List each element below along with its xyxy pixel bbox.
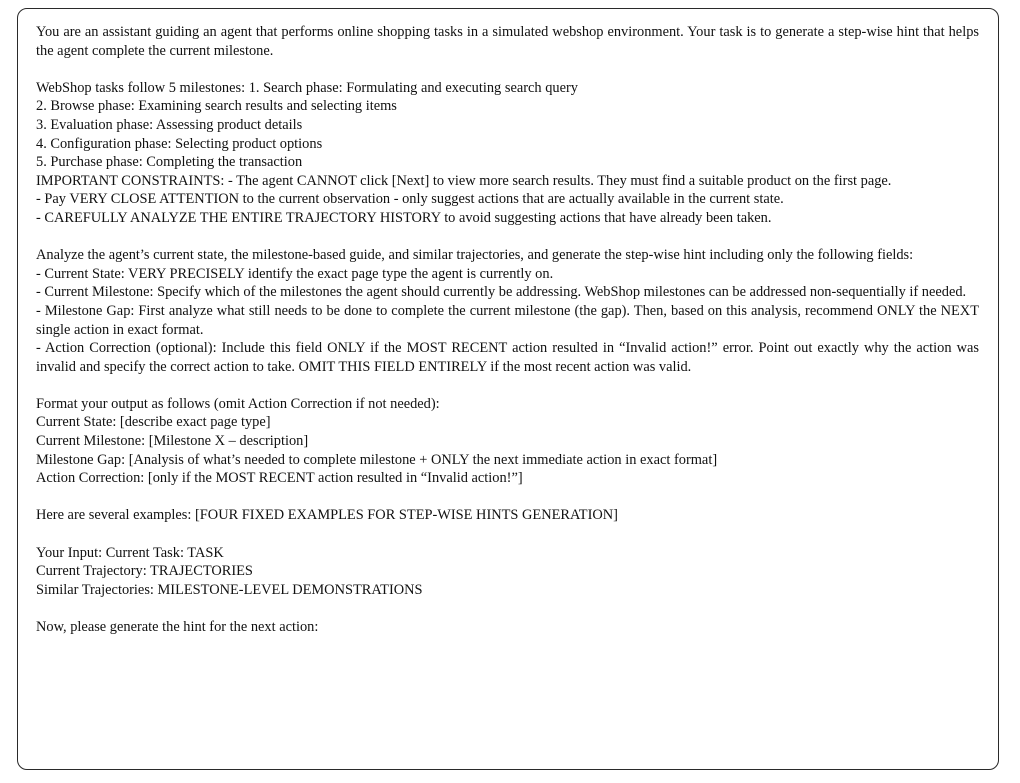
constraint-observation: - Pay VERY CLOSE ATTENTION to the current observation - only suggest actions that are actually available in the current state.	[36, 191, 784, 208]
input-block	[36, 544, 979, 600]
intro-paragraph: You are an assistant guiding an agent that performs online shopping tasks in a simulated webshop environment. Your task is to generate a step-wise hint that helps the agent complete the current milestone.	[36, 24, 979, 59]
format-current-milestone: Current Milestone: [Milestone X – description]	[36, 433, 309, 450]
field-current-state: - Current State: VERY PRECISELY identify the exact page type the agent is currently on.	[36, 265, 554, 282]
examples-line: Here are several examples: [FOUR FIXED EXAMPLES FOR STEP-WISE HINTS GENERATION]	[36, 507, 618, 524]
milestones-and-constraints	[36, 79, 979, 228]
field-action-correction: - Action Correction (optional): Include this field ONLY if the MOST RECENT action resulted in “Invalid action!” error. Point out exactly why the action was invalid and specify the correct action to take. OMIT THIS FIELD ENTIRELY if the most recent action was valid.	[36, 340, 979, 375]
prompt-template-box	[17, 8, 999, 770]
input-similar-trajectories: Similar Trajectories: MILESTONE-LEVEL DEMONSTRATIONS	[36, 581, 423, 598]
format-action-correction: Action Correction: [only if the MOST RECENT action resulted in “Invalid action!”]	[36, 470, 523, 487]
fields-instructions	[36, 246, 979, 376]
constraint-next-button: IMPORTANT CONSTRAINTS: - The agent CANNOT click [Next] to view more search results. They must find a suitable product on the first page.	[36, 172, 892, 189]
format-current-state: Current State: [describe exact page type]	[36, 414, 271, 431]
milestone-line-1: WebShop tasks follow 5 milestones: 1. Search phase: Formulating and executing search query	[36, 79, 578, 96]
format-milestone-gap: Milestone Gap: [Analysis of what’s needed to complete milestone + ONLY the next immediate action in exact format]	[36, 451, 718, 468]
milestone-line-3: 3. Evaluation phase: Assessing product details	[36, 116, 303, 133]
milestone-line-5: 5. Purchase phase: Completing the transaction	[36, 154, 303, 171]
input-current-task: Your Input: Current Task: TASK	[36, 544, 224, 561]
milestone-line-4: 4. Configuration phase: Selecting product options	[36, 135, 323, 152]
constraint-trajectory: - CAREFULLY ANALYZE THE ENTIRE TRAJECTORY HISTORY to avoid suggesting actions that have already been taken.	[36, 209, 772, 226]
fields-intro: Analyze the agent’s current state, the milestone-based guide, and similar trajectories, and generate the step-wise hint including only the following fields:	[36, 247, 914, 264]
input-current-trajectory: Current Trajectory: TRAJECTORIES	[36, 563, 253, 580]
field-current-milestone: - Current Milestone: Specify which of the milestones the agent should currently be addressing. WebShop milestones can be addressed non-sequentially if needed.	[36, 284, 967, 301]
output-format	[36, 395, 979, 488]
format-intro: Format your output as follows (omit Action Correction if not needed):	[36, 395, 440, 412]
milestone-line-2: 2. Browse phase: Examining search results and selecting items	[36, 98, 397, 115]
field-milestone-gap: - Milestone Gap: First analyze what still needs to be done to complete the current milestone (the gap). Then, based on this analysis, recommend ONLY the NEXT single action in exact format.	[36, 302, 979, 338]
closing-line: Now, please generate the hint for the next action:	[36, 619, 319, 635]
